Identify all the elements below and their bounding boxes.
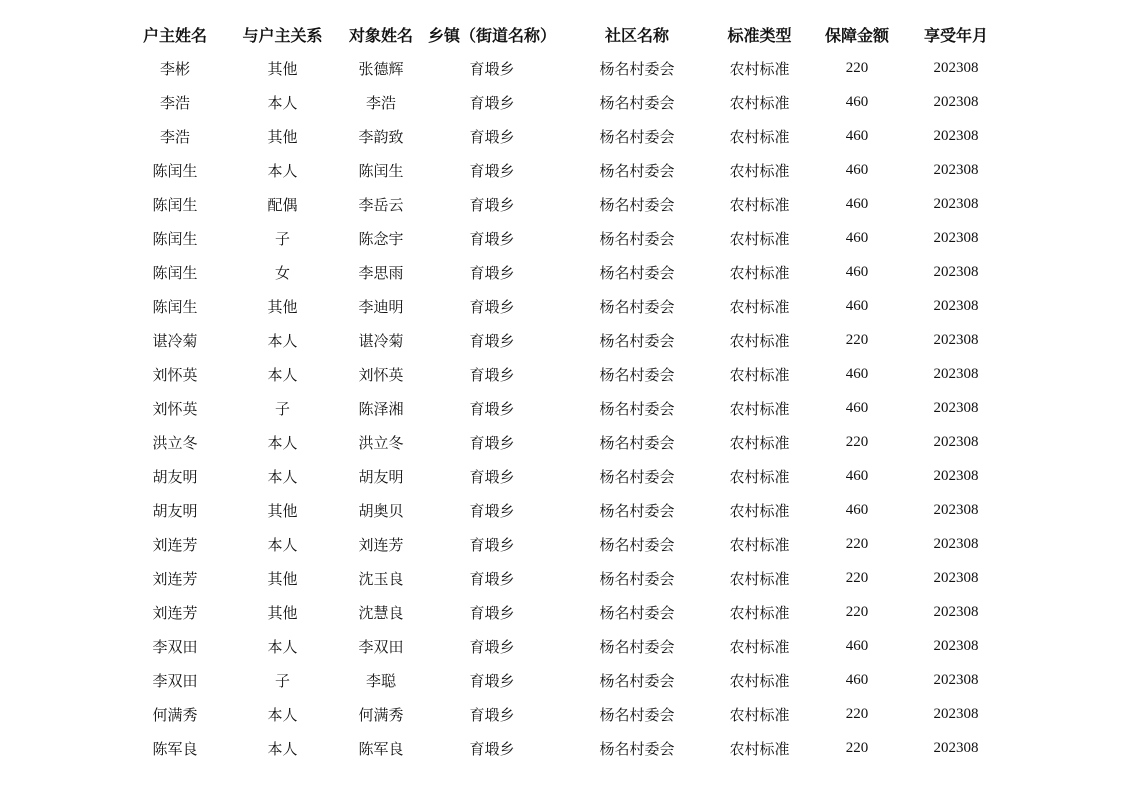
standard-type-cell: 农村标准 xyxy=(729,535,790,554)
township-cell: 育塅乡 xyxy=(469,161,515,180)
standard-type-cell: 农村标准 xyxy=(729,161,790,180)
householder-name-cell: 刘连芳 xyxy=(152,603,198,622)
householder-name-cell: 洪立冬 xyxy=(152,433,198,452)
benefit-amount-cell: 220 xyxy=(845,603,869,620)
recipient-name-cell: 陈闰生 xyxy=(358,161,404,180)
recipient-name-cell: 李迪明 xyxy=(358,297,404,316)
relation-cell: 其他 xyxy=(267,59,298,78)
relation-cell: 本人 xyxy=(267,365,298,384)
community-cell: 杨名村委会 xyxy=(599,535,675,554)
relation-cell: 其他 xyxy=(267,501,298,520)
community-cell: 杨名村委会 xyxy=(599,161,675,180)
township-cell: 育塅乡 xyxy=(469,705,515,724)
header-recipient-name: 对象姓名 xyxy=(348,25,413,45)
table-row xyxy=(125,425,1005,459)
householder-name-cell: 李彬 xyxy=(159,59,190,78)
relation-cell: 其他 xyxy=(267,297,298,316)
benefit-amount-cell: 460 xyxy=(845,671,869,688)
header-benefit-month: 享受年月 xyxy=(923,25,988,45)
community-cell: 杨名村委会 xyxy=(599,467,675,486)
standard-type-cell: 农村标准 xyxy=(729,603,790,622)
benefit-month-cell: 202308 xyxy=(933,637,979,654)
benefit-month-cell: 202308 xyxy=(933,705,979,722)
relation-cell: 其他 xyxy=(267,603,298,622)
standard-type-cell: 农村标准 xyxy=(729,705,790,724)
township-cell: 育塅乡 xyxy=(469,569,515,588)
standard-type-cell: 农村标准 xyxy=(729,93,790,112)
header-relation-to-householder: 与户主关系 xyxy=(242,25,323,45)
table-row xyxy=(125,663,1005,697)
header-row xyxy=(125,17,1005,51)
table-row xyxy=(125,153,1005,187)
table-row xyxy=(125,595,1005,629)
householder-name-cell: 刘连芳 xyxy=(152,569,198,588)
table-row xyxy=(125,629,1005,663)
relation-cell: 本人 xyxy=(267,739,298,758)
benefit-amount-cell: 220 xyxy=(845,705,869,722)
header-benefit-amount: 保障金额 xyxy=(824,25,889,45)
benefit-month-cell: 202308 xyxy=(933,93,979,110)
householder-name-cell: 陈闰生 xyxy=(152,229,198,248)
benefit-amount-cell: 460 xyxy=(845,399,869,416)
recipient-name-cell: 何满秀 xyxy=(358,705,404,724)
header-township: 乡镇（街道名称） xyxy=(427,25,556,45)
township-cell: 育塅乡 xyxy=(469,501,515,520)
township-cell: 育塅乡 xyxy=(469,59,515,78)
township-cell: 育塅乡 xyxy=(469,195,515,214)
benefit-month-cell: 202308 xyxy=(933,365,979,382)
relation-cell: 本人 xyxy=(267,535,298,554)
table-row xyxy=(125,357,1005,391)
table-row xyxy=(125,221,1005,255)
township-cell: 育塅乡 xyxy=(469,603,515,622)
community-cell: 杨名村委会 xyxy=(599,297,675,316)
standard-type-cell: 农村标准 xyxy=(729,467,790,486)
benefit-amount-cell: 460 xyxy=(845,195,869,212)
table-row xyxy=(125,697,1005,731)
householder-name-cell: 刘连芳 xyxy=(152,535,198,554)
recipient-name-cell: 陈泽湘 xyxy=(358,399,404,418)
recipient-name-cell: 胡奥贝 xyxy=(358,501,404,520)
community-cell: 杨名村委会 xyxy=(599,637,675,656)
benefit-month-cell: 202308 xyxy=(933,399,979,416)
benefit-amount-cell: 220 xyxy=(845,331,869,348)
benefit-month-cell: 202308 xyxy=(933,263,979,280)
relation-cell: 子 xyxy=(274,229,290,248)
benefit-amount-cell: 460 xyxy=(845,637,869,654)
recipient-name-cell: 胡友明 xyxy=(358,467,404,486)
benefit-amount-cell: 220 xyxy=(845,569,869,586)
benefit-month-cell: 202308 xyxy=(933,127,979,144)
relation-cell: 本人 xyxy=(267,705,298,724)
standard-type-cell: 农村标准 xyxy=(729,365,790,384)
recipient-name-cell: 谌冷菊 xyxy=(358,331,404,350)
relation-cell: 本人 xyxy=(267,93,298,112)
benefit-month-cell: 202308 xyxy=(933,467,979,484)
householder-name-cell: 陈闰生 xyxy=(152,195,198,214)
header-householder-name: 户主姓名 xyxy=(142,25,207,45)
recipient-name-cell: 陈念宇 xyxy=(358,229,404,248)
standard-type-cell: 农村标准 xyxy=(729,59,790,78)
recipient-name-cell: 陈军良 xyxy=(358,739,404,758)
householder-name-cell: 陈闰生 xyxy=(152,297,198,316)
table-row xyxy=(125,493,1005,527)
benefit-amount-cell: 460 xyxy=(845,297,869,314)
benefit-amount-cell: 460 xyxy=(845,229,869,246)
table-body xyxy=(125,51,1005,765)
table-row xyxy=(125,391,1005,425)
table-row xyxy=(125,119,1005,153)
householder-name-cell: 何满秀 xyxy=(152,705,198,724)
standard-type-cell: 农村标准 xyxy=(729,671,790,690)
recipient-name-cell: 李双田 xyxy=(358,637,404,656)
householder-name-cell: 刘怀英 xyxy=(152,365,198,384)
relation-cell: 配偶 xyxy=(267,195,298,214)
householder-name-cell: 李浩 xyxy=(159,93,190,112)
township-cell: 育塅乡 xyxy=(469,739,515,758)
benefit-month-cell: 202308 xyxy=(933,569,979,586)
township-cell: 育塅乡 xyxy=(469,467,515,486)
standard-type-cell: 农村标准 xyxy=(729,501,790,520)
standard-type-cell: 农村标准 xyxy=(729,229,790,248)
benefit-month-cell: 202308 xyxy=(933,433,979,450)
householder-name-cell: 李浩 xyxy=(159,127,190,146)
community-cell: 杨名村委会 xyxy=(599,399,675,418)
table-row xyxy=(125,51,1005,85)
community-cell: 杨名村委会 xyxy=(599,229,675,248)
community-cell: 杨名村委会 xyxy=(599,671,675,690)
benefit-month-cell: 202308 xyxy=(933,739,979,756)
relation-cell: 子 xyxy=(274,671,290,690)
standard-type-cell: 农村标准 xyxy=(729,569,790,588)
benefit-amount-cell: 220 xyxy=(845,59,869,76)
assistance-roster-sheet xyxy=(125,17,1005,765)
community-cell: 杨名村委会 xyxy=(599,127,675,146)
table-row xyxy=(125,527,1005,561)
benefit-amount-cell: 460 xyxy=(845,467,869,484)
community-cell: 杨名村委会 xyxy=(599,263,675,282)
township-cell: 育塅乡 xyxy=(469,535,515,554)
township-cell: 育塅乡 xyxy=(469,263,515,282)
recipient-name-cell: 李韵致 xyxy=(358,127,404,146)
community-cell: 杨名村委会 xyxy=(599,365,675,384)
table-row xyxy=(125,561,1005,595)
community-cell: 杨名村委会 xyxy=(599,93,675,112)
table-row xyxy=(125,187,1005,221)
standard-type-cell: 农村标准 xyxy=(729,399,790,418)
recipient-name-cell: 李思雨 xyxy=(358,263,404,282)
table-row xyxy=(125,731,1005,765)
header-standard-type: 标准类型 xyxy=(727,25,792,45)
benefit-amount-cell: 220 xyxy=(845,535,869,552)
assistance-roster-table xyxy=(125,17,1005,765)
community-cell: 杨名村委会 xyxy=(599,705,675,724)
community-cell: 杨名村委会 xyxy=(599,603,675,622)
benefit-amount-cell: 460 xyxy=(845,93,869,110)
recipient-name-cell: 洪立冬 xyxy=(358,433,404,452)
recipient-name-cell: 李岳云 xyxy=(358,195,404,214)
householder-name-cell: 谌冷菊 xyxy=(152,331,198,350)
benefit-month-cell: 202308 xyxy=(933,535,979,552)
householder-name-cell: 陈闰生 xyxy=(152,263,198,282)
table-row xyxy=(125,459,1005,493)
relation-cell: 其他 xyxy=(267,127,298,146)
recipient-name-cell: 沈慧良 xyxy=(358,603,404,622)
recipient-name-cell: 张德辉 xyxy=(358,59,404,78)
standard-type-cell: 农村标准 xyxy=(729,637,790,656)
standard-type-cell: 农村标准 xyxy=(729,263,790,282)
community-cell: 杨名村委会 xyxy=(599,433,675,452)
township-cell: 育塅乡 xyxy=(469,399,515,418)
table-row xyxy=(125,289,1005,323)
township-cell: 育塅乡 xyxy=(469,365,515,384)
benefit-month-cell: 202308 xyxy=(933,603,979,620)
householder-name-cell: 李双田 xyxy=(152,637,198,656)
table-row xyxy=(125,323,1005,357)
community-cell: 杨名村委会 xyxy=(599,569,675,588)
benefit-amount-cell: 460 xyxy=(845,263,869,280)
township-cell: 育塅乡 xyxy=(469,127,515,146)
householder-name-cell: 李双田 xyxy=(152,671,198,690)
township-cell: 育塅乡 xyxy=(469,671,515,690)
relation-cell: 本人 xyxy=(267,637,298,656)
community-cell: 杨名村委会 xyxy=(599,501,675,520)
benefit-month-cell: 202308 xyxy=(933,195,979,212)
standard-type-cell: 农村标准 xyxy=(729,195,790,214)
standard-type-cell: 农村标准 xyxy=(729,297,790,316)
relation-cell: 其他 xyxy=(267,569,298,588)
table-row xyxy=(125,85,1005,119)
relation-cell: 本人 xyxy=(267,331,298,350)
recipient-name-cell: 沈玉良 xyxy=(358,569,404,588)
township-cell: 育塅乡 xyxy=(469,297,515,316)
benefit-month-cell: 202308 xyxy=(933,297,979,314)
relation-cell: 本人 xyxy=(267,161,298,180)
benefit-month-cell: 202308 xyxy=(933,331,979,348)
benefit-month-cell: 202308 xyxy=(933,671,979,688)
benefit-amount-cell: 460 xyxy=(845,161,869,178)
township-cell: 育塅乡 xyxy=(469,637,515,656)
benefit-month-cell: 202308 xyxy=(933,229,979,246)
table-row xyxy=(125,255,1005,289)
recipient-name-cell: 刘连芳 xyxy=(358,535,404,554)
benefit-month-cell: 202308 xyxy=(933,501,979,518)
benefit-month-cell: 202308 xyxy=(933,161,979,178)
township-cell: 育塅乡 xyxy=(469,229,515,248)
township-cell: 育塅乡 xyxy=(469,93,515,112)
relation-cell: 本人 xyxy=(267,433,298,452)
community-cell: 杨名村委会 xyxy=(599,739,675,758)
standard-type-cell: 农村标准 xyxy=(729,433,790,452)
township-cell: 育塅乡 xyxy=(469,433,515,452)
community-cell: 杨名村委会 xyxy=(599,195,675,214)
recipient-name-cell: 李浩 xyxy=(365,93,396,112)
standard-type-cell: 农村标准 xyxy=(729,739,790,758)
relation-cell: 本人 xyxy=(267,467,298,486)
householder-name-cell: 胡友明 xyxy=(152,501,198,520)
benefit-amount-cell: 220 xyxy=(845,739,869,756)
relation-cell: 子 xyxy=(274,399,290,418)
relation-cell: 女 xyxy=(274,263,290,282)
benefit-amount-cell: 460 xyxy=(845,127,869,144)
standard-type-cell: 农村标准 xyxy=(729,331,790,350)
householder-name-cell: 陈闰生 xyxy=(152,161,198,180)
benefit-amount-cell: 460 xyxy=(845,365,869,382)
header-community-name: 社区名称 xyxy=(604,25,669,45)
householder-name-cell: 胡友明 xyxy=(152,467,198,486)
recipient-name-cell: 刘怀英 xyxy=(358,365,404,384)
householder-name-cell: 陈军良 xyxy=(152,739,198,758)
township-cell: 育塅乡 xyxy=(469,331,515,350)
standard-type-cell: 农村标准 xyxy=(729,127,790,146)
community-cell: 杨名村委会 xyxy=(599,331,675,350)
householder-name-cell: 刘怀英 xyxy=(152,399,198,418)
recipient-name-cell: 李聪 xyxy=(365,671,396,690)
benefit-month-cell: 202308 xyxy=(933,59,979,76)
community-cell: 杨名村委会 xyxy=(599,59,675,78)
benefit-amount-cell: 460 xyxy=(845,501,869,518)
benefit-amount-cell: 220 xyxy=(845,433,869,450)
